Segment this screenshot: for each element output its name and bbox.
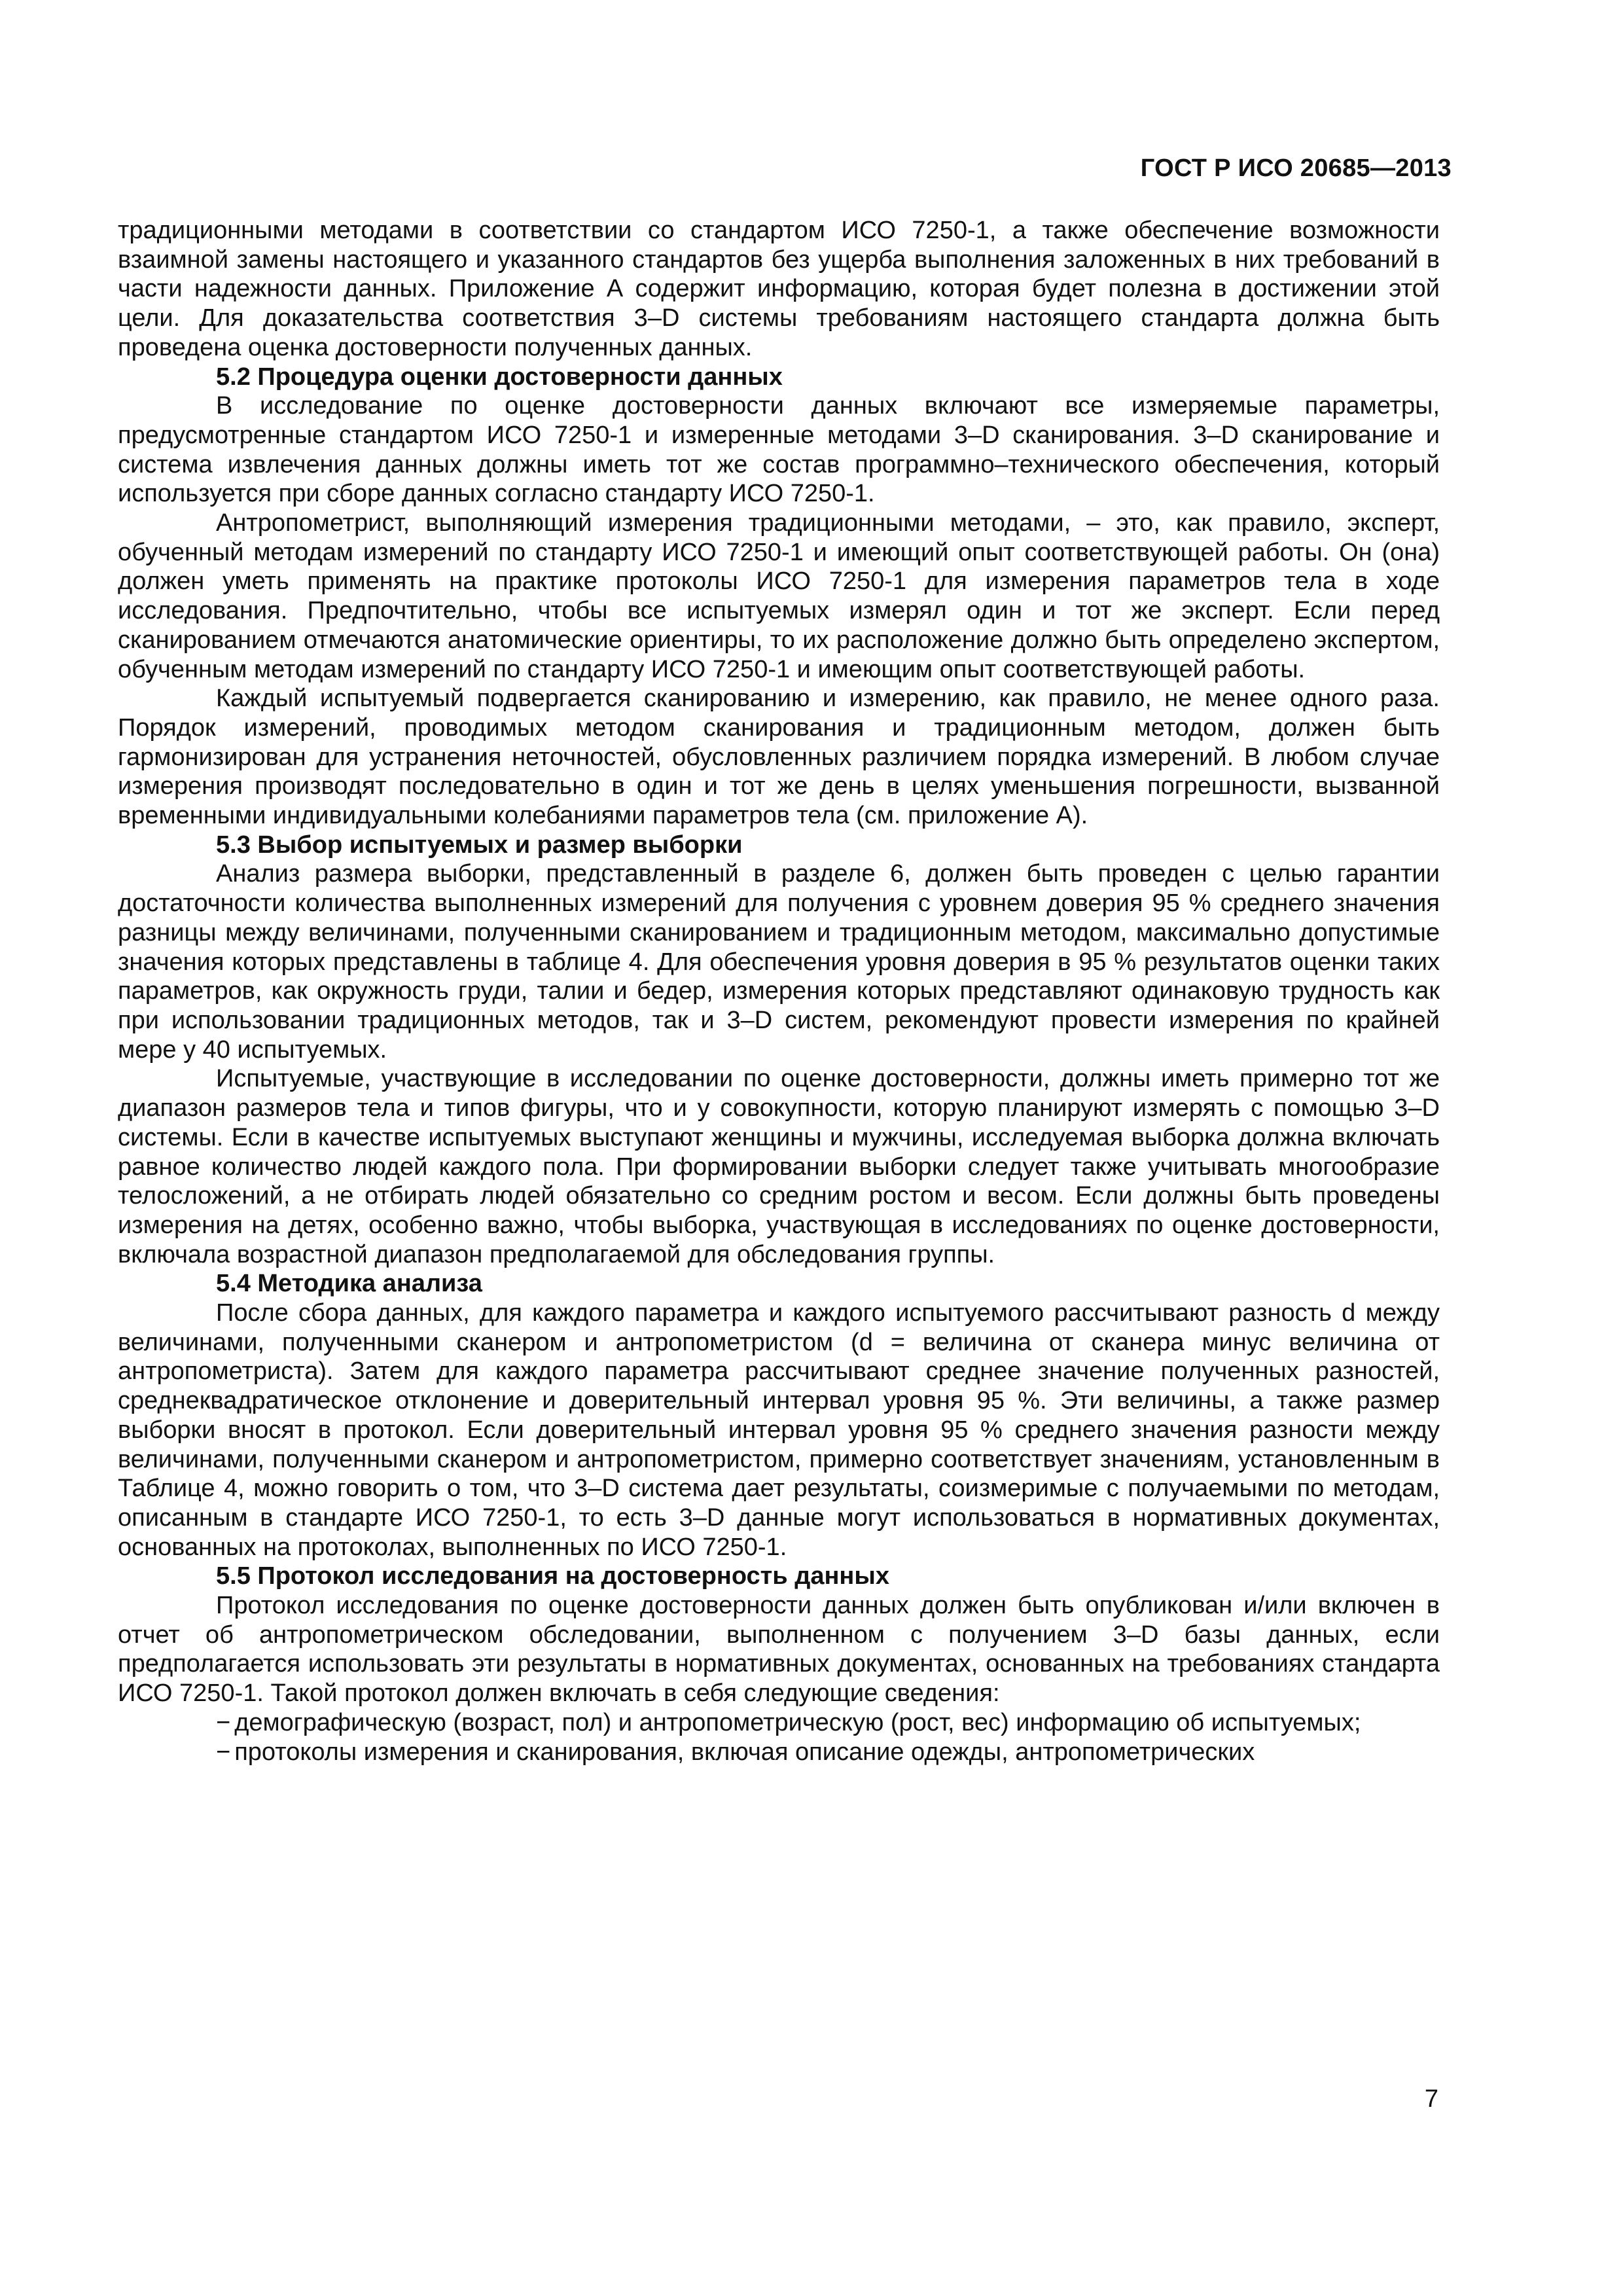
paragraph-5-3-2: Испытуемые, участвующие в исследовании по оценке достоверности, должны иметь примерно тот же диапазон размеров тела и типов фигуры, что и у совокупности, которую планируют измерять с помощью 3–D системы. Если в качестве испытуемых выступают женщины и мужчины, исследуемая выборка должна включать равное количество людей каждого пола. При формировании выборки следует также учитывать многообразие телосложений, а не отбирать людей обязательно со средним ростом и весом. Если должны быть проведены измерения на детях, особенно важно, чтобы выборка, участвующая в исследованиях по оценке достоверности, включала возрастной диапазон предполагаемой для обследования группы. <box>118 1065 1440 1268</box>
paragraph-5-3-1: Анализ размера выборки, представленный в разделе 6, должен быть проведен с целью гарантии достаточности количества выполненных измерений для получения с уровнем доверия 95 % среднего значения разницы между величинами, полученными сканированием и традиционным методом, максимально допустимые значения которых представлены в таблице 4. Для обеспечения уровня доверия в 95 % результатов оценки таких параметров, как окружность груди, талии и бедер, измерения которых представляют одинаковую трудность как при использовании традиционных методов, так и 3–D систем, рекомендуют провести измерения по крайней мере у 40 испытуемых. <box>118 860 1440 1064</box>
requirements-list <box>118 1708 1440 1767</box>
list-item <box>118 1708 1440 1738</box>
heading-5-2: 5.2 Процедура оценки достоверности данных <box>216 363 783 391</box>
document-body <box>118 216 1440 1767</box>
list-dash: − <box>216 1738 231 1766</box>
list-item-text: протоколы измерения и сканирования, включая описание одежды, антропометрических <box>234 1738 1255 1766</box>
paragraph-5-4-1: После сбора данных, для каждого параметра и каждого испытуемого рассчитывают разность d между величинами, полученными сканером и антропометристом (d = величина от сканера минус величина от антропометриста). Затем для каждого параметра рассчитывают среднее значение полученных разностей, среднеквадратическое отклонение и доверительный интервал уровня 95 %. Эти величины, а также размер выборки вносят в протокол. Если доверительный интервал уровня 95 % среднего значения разности между величинами, полученными сканером и антропометристом, примерно соответствует значениям, установленным в Таблице 4, можно говорить о том, что 3–D система дает результаты, соизмеримые с получаемыми по методам, описанным в стандарте ИСО 7250-1, то есть 3–D данные могут использоваться в нормативных документах, основанных на протоколах, выполненных по ИСО 7250-1. <box>118 1299 1440 1561</box>
paragraph-5-2-1: В исследование по оценке достоверности данных включают все измеряемые параметры, предусмотренные стандартом ИСО 7250-1 и измеренные методами 3–D сканирования. 3–D сканирование и система извлечения данных должны иметь тот же состав программно–технического обеспечения, который используется при сборе данных согласно стандарту ИСО 7250-1. <box>118 392 1440 508</box>
standard-designation: ГОСТ Р ИСО 20685—2013 <box>1140 154 1452 182</box>
heading-5-3: 5.3 Выбор испытуемых и размер выборки <box>216 831 743 859</box>
list-item <box>118 1738 1440 1767</box>
heading-5-5: 5.5 Протокол исследования на достоверность данных <box>216 1562 889 1590</box>
paragraph-5-2-2: Антропометрист, выполняющий измерения традиционными методами, – это, как правило, эксперт, обученный методам измерений по стандарту ИСО 7250-1 и имеющий опыт соответствующей работы. Он (она) должен уметь применять на практике протоколы ИСО 7250-1 для измерения параметров тела в ходе исследования. Предпочтительно, чтобы все испытуемых измерял один и тот же эксперт. Если перед сканированием отмечаются анатомические ориентиры, то их расположение должно быть определено экспертом, обученным методам измерений по стандарту ИСО 7250-1 и имеющим опыт соответствующей работы. <box>118 509 1440 683</box>
page-number: 7 <box>1424 2085 1438 2113</box>
list-item-text: демографическую (возраст, пол) и антропометрическую (рост, вес) информацию об испытуемых; <box>234 1708 1361 1736</box>
paragraph-5-5-1: Протокол исследования по оценке достоверности данных должен быть опубликован и/или включен в отчет об антропометрическом обследовании, выполненном с получением 3–D базы данных, если предполагается использовать эти результаты в нормативных документах, основанных на требованиях стандарта ИСО 7250-1. Такой протокол должен включать в себя следующие сведения: <box>118 1592 1440 1708</box>
paragraph-5-2-3: Каждый испытуемый подвергается сканированию и измерению, как правило, не менее одного раза. Порядок измерений, проводимых методом сканирования и традиционным методом, должен быть гармонизирован для устранения неточностей, обусловленных различием порядка измерений. В любом случае измерения производят последовательно в один и тот же день в целях уменьшения погрешности, вызванной временными индивидуальными колебаниями параметров тела (см. приложение А). <box>118 685 1440 830</box>
heading-5-4: 5.4 Методика анализа <box>216 1270 482 1298</box>
paragraph-continuation: традиционными методами в соответствии со стандартом ИСО 7250-1, а также обеспечение возможности взаимной замены настоящего и указанного стандартов без ущерба выполнения заложенных в них требований в части надежности данных. Приложение А содержит информацию, которая будет полезна в достижении этой цели. Для доказательства соответствия 3–D системы требованиям настоящего стандарта должна быть проведена оценка достоверности полученных данных. <box>118 217 1440 361</box>
list-dash: − <box>216 1708 231 1736</box>
